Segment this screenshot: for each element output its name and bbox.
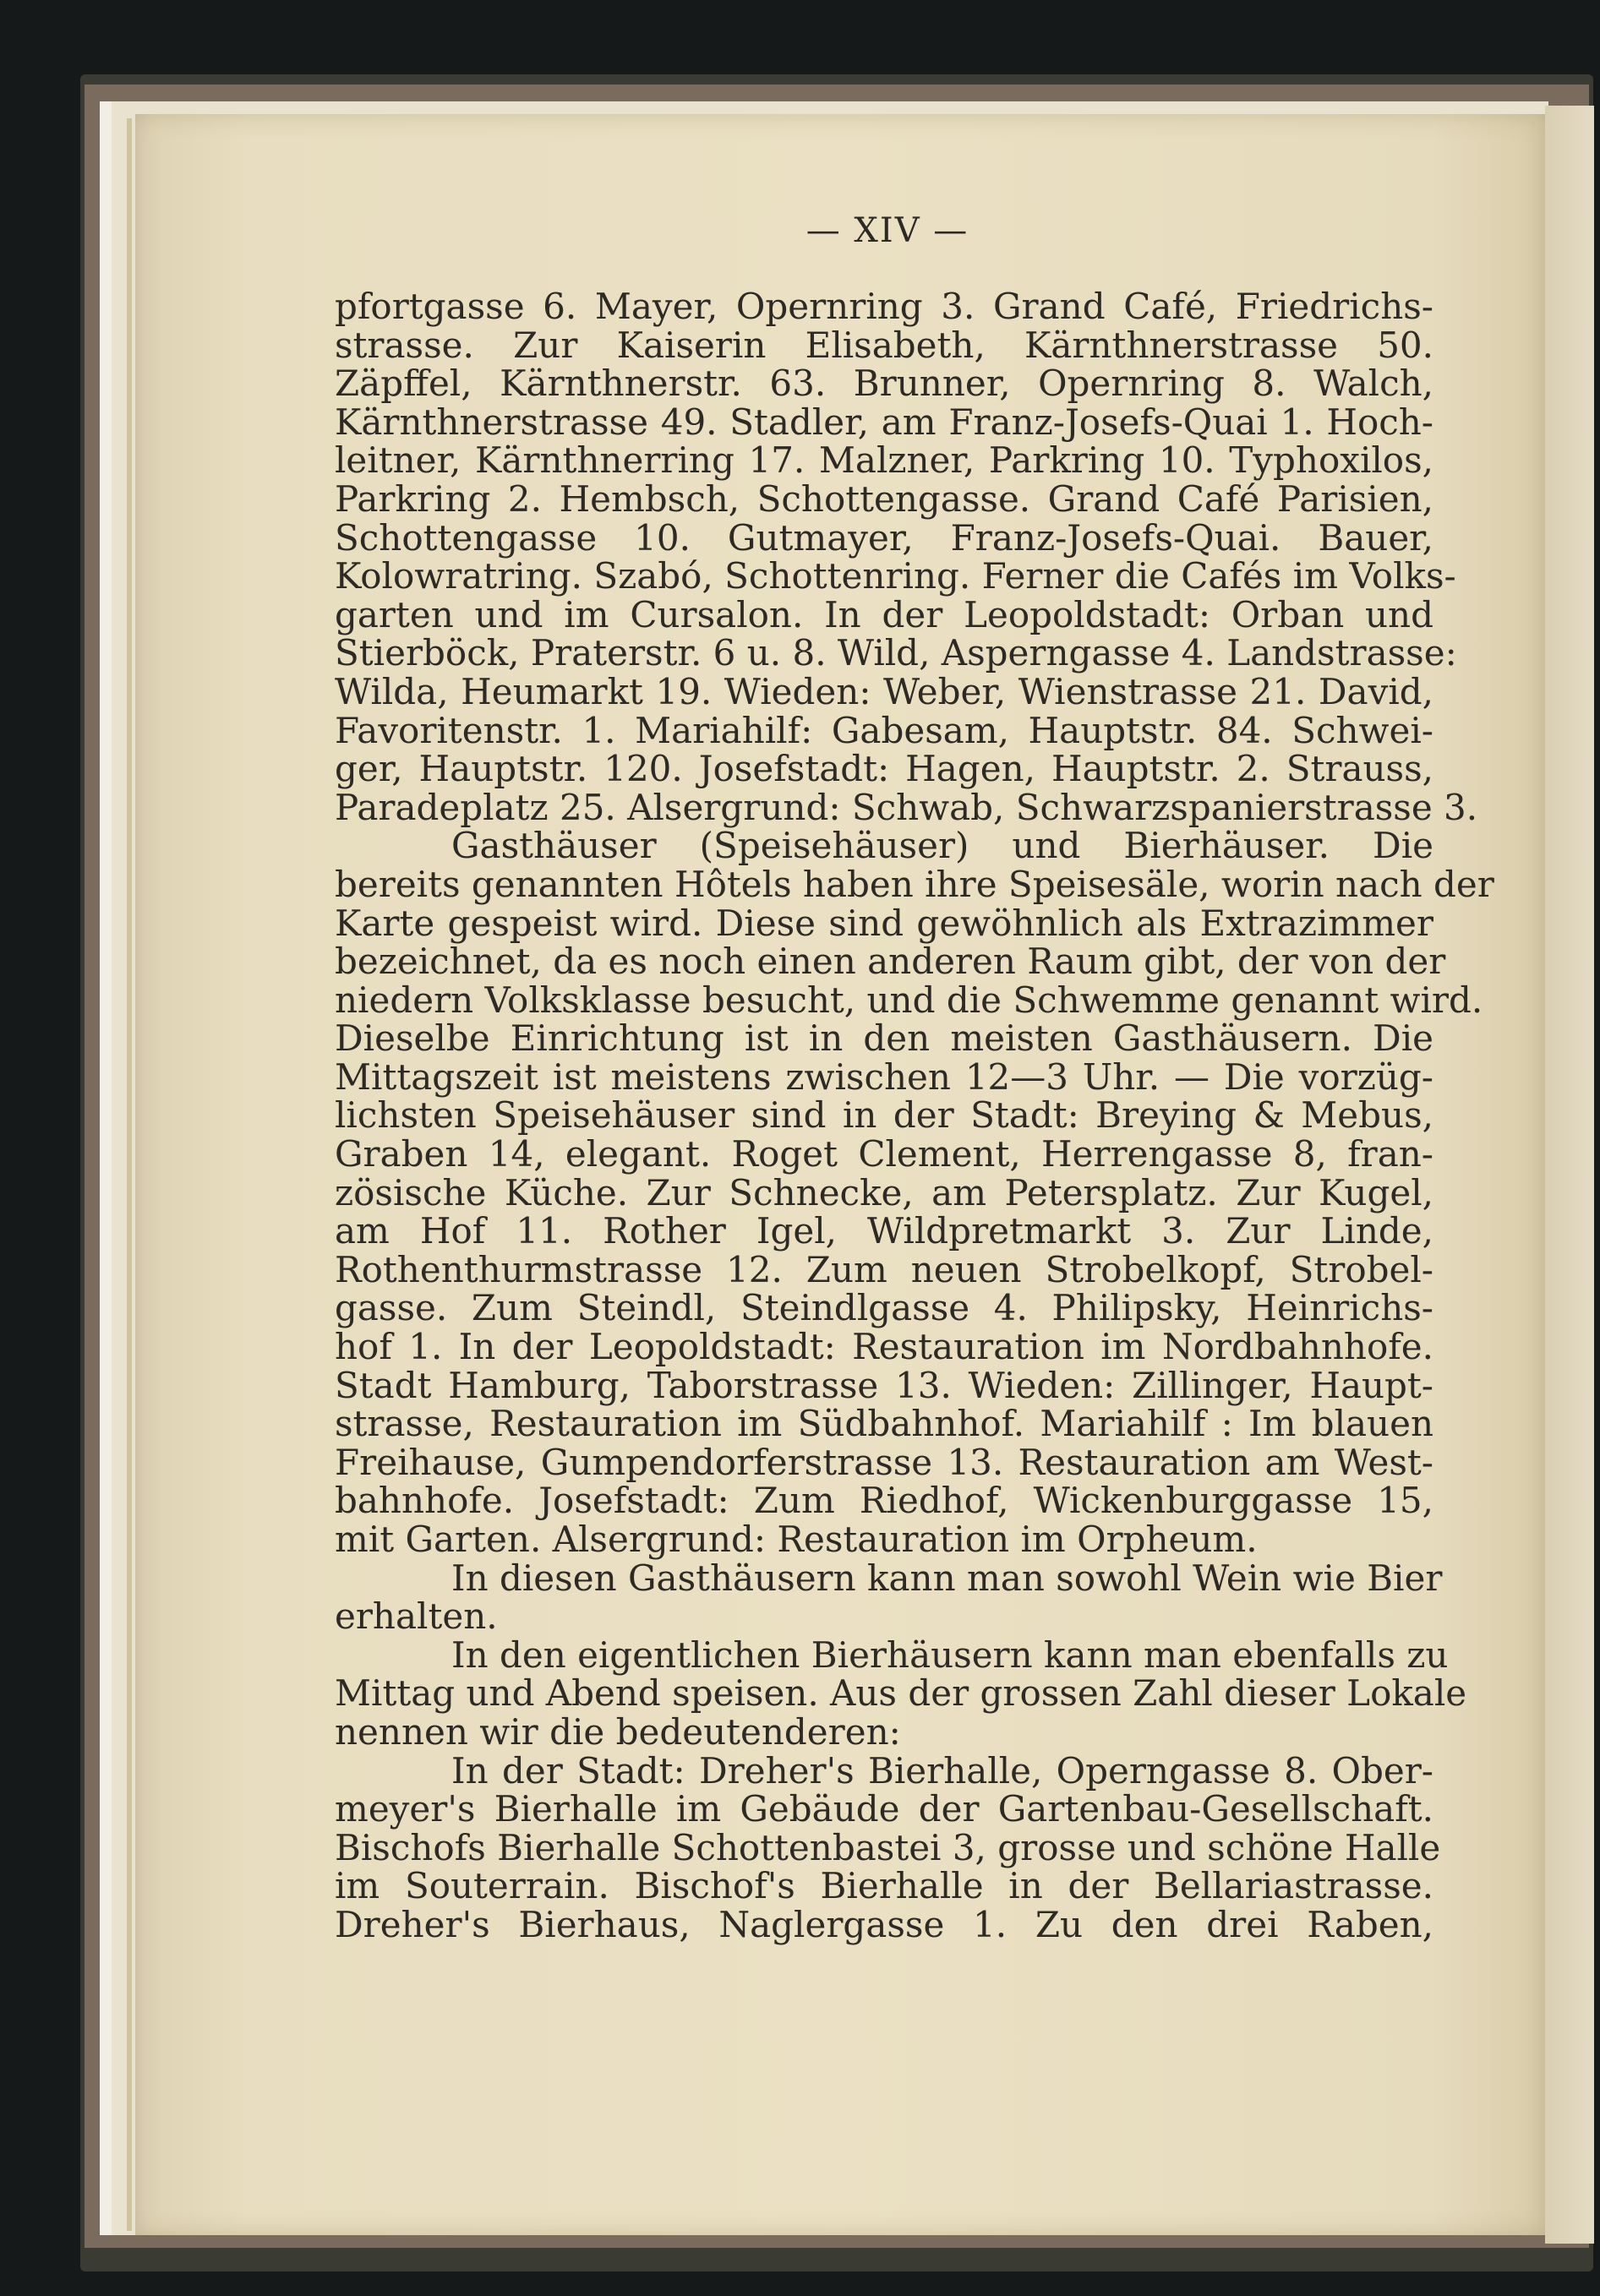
page-number-header: — XIV — — [805, 211, 969, 250]
text-line: Karte gespeist wird. Diese sind gewöhnlich als Extrazimmer — [335, 902, 1433, 944]
text-line: Schottengasse 10. Gutmayer, Franz-Josefs-Quai. Bauer, — [335, 516, 1433, 559]
text-line: ger, Hauptstr. 120. Josefstadt: Hagen, Hauptstr. 2. Strauss, — [335, 748, 1433, 790]
paragraph-start-line: In diesen Gasthäusern kann man sowohl Wein wie Bier — [451, 1557, 1443, 1599]
text-line: am Hof 11. Rother Igel, Wildpretmarkt 3. Zur Linde, — [335, 1210, 1433, 1252]
text-line: Dieselbe Einrichtung ist in den meisten Gasthäusern. Die — [335, 1017, 1433, 1060]
text-line: Zäpffel, Kärnthnerstr. 63. Brunner, Opernring 8. Walch, — [335, 363, 1433, 405]
text-line: strasse, Restauration im Südbahnhof. Mariahilf : Im blauen — [335, 1403, 1433, 1445]
text-line: pfortgasse 6. Mayer, Opernring 3. Grand Café, Friedrichs- — [335, 286, 1433, 327]
text-line: Bischofs Bierhalle Schottenbastei 3, grosse und schöne Halle — [335, 1826, 1441, 1868]
text-line: bahnhofe. Josefstadt: Zum Riedhof, Wickenburggasse 15, — [335, 1480, 1433, 1522]
text-line: Parkring 2. Hembsch, Schottengasse. Grand Café Parisien, — [335, 477, 1433, 520]
text-line: Kärnthnerstrasse 49. Stadler, am Franz-Josefs-Quai 1. Hoch- — [335, 401, 1433, 443]
paragraph-start-line: Gasthäuser (Speisehäuser) und Bierhäuser. Die — [451, 825, 1433, 867]
text-line: strasse. Zur Kaiserin Elisabeth, Kärnthnerstrasse 50. — [335, 324, 1433, 366]
text-line: Kolowratring. Szabó, Schottenring. Ferner die Cafés im Volks- — [335, 555, 1456, 597]
text-line: Graben 14, elegant. Roget Clement, Herrengasse 8, fran- — [335, 1133, 1433, 1175]
text-line: hof 1. In der Leopoldstadt: Restauration im Nordbahnhofe. — [335, 1326, 1433, 1368]
text-line: meyer's Bierhalle im Gebäude der Gartenbau-Gesellschaft. — [335, 1788, 1433, 1830]
body-text — [335, 286, 1494, 1945]
page-gutter — [127, 118, 132, 2231]
text-line: bereits genannten Hôtels haben ihre Speisesäle, worin nach der — [335, 863, 1494, 905]
text-line: Mittagszeit ist meistens zwischen 12—3 Uhr. — Die vorzüg- — [335, 1055, 1433, 1098]
text-line: niedern Volksklasse besucht, und die Schwemme genannt wird. — [335, 979, 1483, 1021]
text-line: Wilda, Heumarkt 19. Wieden: Weber, Wienstrasse 21. David, — [335, 670, 1433, 712]
text-line: lichsten Speisehäuser sind in der Stadt: Breying & Mebus, — [335, 1094, 1433, 1137]
paragraph-start-line: In den eigentlichen Bierhäusern kann man ebenfalls zu — [451, 1633, 1449, 1676]
text-line: im Souterrain. Bischof's Bierhalle in der Bellariastrasse. — [335, 1865, 1433, 1907]
text-line: zösische Küche. Zur Schnecke, am Petersplatz. Zur Kugel, — [335, 1171, 1433, 1213]
text-line: mit Garten. Alsergrund: Restauration im Orpheum. — [335, 1519, 1258, 1560]
text-line: Stadt Hamburg, Taborstrasse 13. Wieden: Zillinger, Haupt- — [335, 1364, 1433, 1406]
text-line: nennen wir die bedeutenderen: — [335, 1710, 901, 1753]
paragraph-start-line: In der Stadt: Dreher's Bierhalle, Operngasse 8. Ober- — [451, 1749, 1433, 1792]
text-line: Stierböck, Praterstr. 6 u. 8. Wild, Asperngasse 4. Landstrasse: — [335, 632, 1457, 674]
text-line: leitner, Kärnthnerring 17. Malzner, Parkring 10. Typhoxilos, — [335, 439, 1433, 482]
text-line: erhalten. — [335, 1595, 498, 1638]
text-line: garten und im Cursalon. In der Leopoldstadt: Orban und — [335, 593, 1433, 635]
text-line: Freihause, Gumpendorferstrasse 13. Restauration am West- — [335, 1441, 1433, 1483]
text-line: Rothenthurmstrasse 12. Zum neuen Strobelkopf, Strobel- — [335, 1248, 1433, 1290]
next-page-edge — [1545, 106, 1594, 2244]
text-line: Dreher's Bierhaus, Naglergasse 1. Zu den drei Raben, — [335, 1903, 1433, 1945]
text-line: Favoritenstr. 1. Mariahilf: Gabesam, Hauptstr. 84. Schwei- — [335, 709, 1433, 751]
text-line: Mittag und Abend speisen. Aus der grossen Zahl dieser Lokale — [335, 1672, 1467, 1715]
text-line: bezeichnet, da es noch einen anderen Raum gibt, der von der — [335, 941, 1446, 983]
text-line: Paradeplatz 25. Alsergrund: Schwab, Schwarzspanierstrasse 3. — [335, 786, 1478, 828]
text-line: gasse. Zum Steindl, Steindlgasse 4. Philipsky, Heinrichs- — [335, 1287, 1433, 1329]
